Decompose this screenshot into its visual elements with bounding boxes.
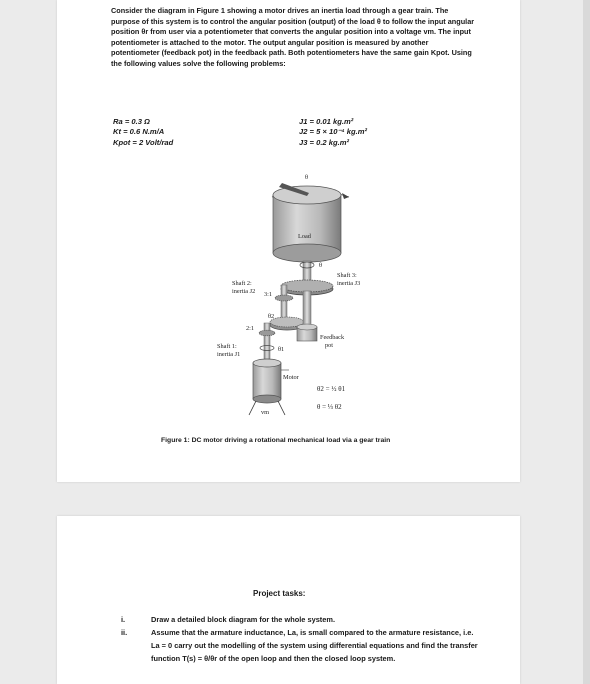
intro-paragraph: Consider the diagram in Figure 1 showing a motor drives an inertia load through a gear train. The purpose of this system is to control the angular position (output) of the load θ to follow the input angular position θr from user via a potentiometer that converts the angular position into a voltage vm. The input potentiometer is attached to the motor. The output angular position is measured by another potentiometer (feedback pot) in the feedback path. Both potentiometers have the same gain Kpot. Using the following values solve the following problems:	[111, 6, 475, 68]
task-item	[121, 613, 481, 626]
value-ra: Ra = 0.3 Ω	[113, 117, 150, 126]
equation-theta: θ = ⅓ θ2	[317, 403, 342, 411]
gear-train-diagram	[57, 165, 520, 427]
gear-2-small	[275, 295, 293, 301]
motor-bottom	[253, 395, 281, 403]
shaft-1	[264, 323, 270, 359]
motor-top	[253, 359, 281, 367]
theta1-label: θ1	[278, 346, 285, 353]
value-j2: J2 = 5 × 10⁻⁴ kg.m²	[299, 127, 368, 137]
task-number: ii.	[121, 628, 128, 637]
shaft1-label-line1: Shaft 1:	[217, 343, 237, 350]
task-item	[121, 626, 481, 665]
value-kpot: Kpot = 2 Volt/rad	[113, 137, 174, 147]
value-j1: J1 = 0.01 kg.m²	[299, 117, 354, 126]
task-list	[121, 613, 481, 665]
document-page-1	[57, 0, 520, 482]
document-page-2	[57, 516, 520, 684]
vm-label: vm	[261, 409, 270, 416]
feedback-pot-top	[297, 324, 317, 330]
rotation-arrowhead-icon	[342, 193, 349, 199]
shaft2-label-line1: Shaft 2:	[232, 280, 252, 287]
shaft3-label-line2: inertia J3	[337, 280, 361, 287]
given-values-left	[113, 117, 173, 148]
scrollbar-track[interactable]	[583, 0, 590, 684]
task-text: Draw a detailed block diagram for the whole system.	[151, 615, 335, 624]
theta2-label: θ2	[268, 313, 275, 320]
task-number: i.	[121, 615, 126, 624]
feedback-label-line1: Feedback	[320, 334, 345, 341]
theta-shaft3-label: θ	[319, 262, 323, 269]
given-values-right	[299, 117, 367, 148]
shaft3-label-line1: Shaft 3:	[337, 272, 357, 279]
feedback-label-line2: pot	[325, 342, 334, 349]
value-j3: J3 = 0.2 kg.m²	[299, 137, 350, 147]
gear-3-teeth	[281, 280, 333, 292]
ratio-2-1-label: 2:1	[246, 325, 255, 332]
ratio-3-1-label: 3:1	[264, 291, 273, 298]
shaft1-label-line2: inertia J1	[217, 351, 241, 358]
load-cylinder-bottom	[273, 244, 341, 262]
equation-theta2: θ2 = ½ θ1	[317, 385, 346, 393]
motor-label: Motor	[283, 374, 299, 381]
shaft2-label-line2: inertia J2	[232, 288, 256, 295]
feedback-shaft	[303, 291, 311, 329]
load-label: Load	[298, 233, 311, 240]
value-kt: Kt = 0.6 N.m/A	[113, 127, 165, 137]
figure-caption: Figure 1: DC motor driving a rotational mechanical load via a gear train	[161, 437, 391, 444]
motor-body	[253, 363, 281, 399]
task-text: Assume that the armature inductance, La, is small compared to the armature resistance, i.e. La = 0 carry out the modelling of the system using differential equations and find the transfer function T(s) = θ/θr of the open loop and then the closed loop system.	[151, 628, 478, 663]
gear-1-small	[259, 330, 275, 336]
theta-top-label: θ	[305, 174, 309, 181]
project-tasks-title: Project tasks:	[253, 589, 306, 598]
